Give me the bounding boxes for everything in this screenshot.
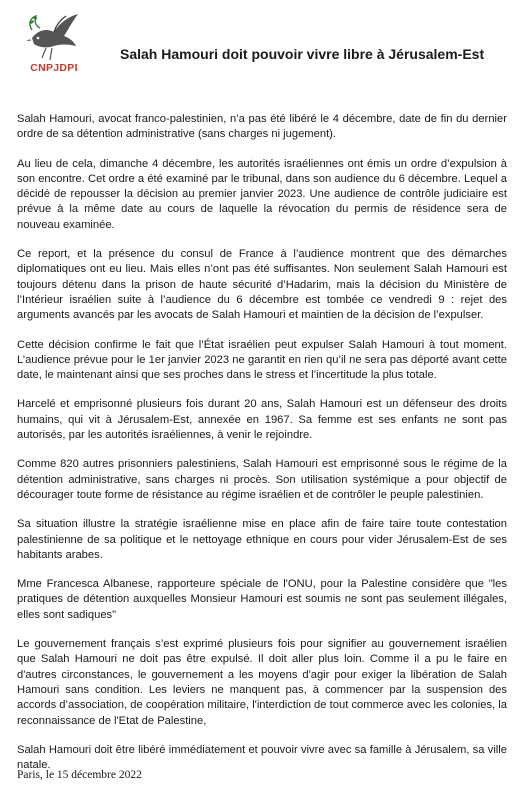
- paragraph: Ce report, et la présence du consul de France à l’audience montrent que des démarches diplomatiques ont eu lieu. Mais elles n’ont pas été suffisantes. Non seulement Salah Hamouri est toujours détenu dans la prison de haute sécurité d’Hadarim, mais la décision du Ministère de l’Intérieur israélien suite à l’audience du 6 décembre est tombée ce vendredi 9 : rejet des arguments avancés par les avocats de Salah Hamouri et maintien de la décision de l’expulser.: [17, 248, 507, 322]
- paragraph: Cette décision confirme le fait que l’État israélien peut expulser Salah Hamouri à tout moment. L’audience prévue pour le 1er janvier 2023 ne garantit en rien qu’il ne sera pas déporté avant cette date, le maintenant ainsi que ses proches dans le stress et l’incertitude la plus totale.: [17, 338, 507, 382]
- document-header: [0, 0, 522, 90]
- paragraph: Au lieu de cela, dimanche 4 décembre, les autorités israéliennes ont émis un ordre d’expulsion à son encontre. Cet ordre a été examiné par le tribunal, dans son audience du 6 décembre. Lequel a décidé de repousser la décision au premier janvier 2023. Une audience de contrôle judiciaire est prévue à la même date au cours de laquelle la révocation du permis de résidence sera de nouveau examinée.: [17, 157, 507, 231]
- paragraph: Sa situation illustre la stratégie israélienne mise en place afin de faire taire toute contestation palestinienne de sa politique et le nettoyage ethnique en cours pour vider Jérusalem-Est de ses habitants arabes.: [17, 518, 507, 561]
- page-title: Salah Hamouri doit pouvoir vivre libre à Jérusalem-Est: [120, 46, 485, 62]
- logo-text: CNPJDPI: [30, 62, 78, 74]
- paragraph: Comme 820 autres prisonniers palestiniens, Salah Hamouri est emprisonné sous le régime de la détention administrative, sans charges ni procès. Son utilisation systémique a pour objectif de décourager toute forme de résistance au régime israélien et de contrôler le peuple palestinien.: [17, 458, 507, 501]
- paragraph: Harcelé et emprisonné plusieurs fois durant 20 ans, Salah Hamouri est un défenseur des droits humains, qui vit à Jérusalem-Est, annexée en 1967. Sa femme est ses enfants ne sont pas autorisés, par les autorités israéliennes, à venir le rejoindre.: [17, 398, 507, 442]
- document-body: [17, 112, 507, 787]
- paragraph: Le gouvernement français s’est exprimé plusieurs fois pour signifier au gouvernement israélien que Salah Hamouri ne doit pas être expulsé. Il doit aller plus loin. Comme il a pu le faire en d'autres circonstances, le gouvernement a les moyens d'agir pour exiger la libération de Salah Hamouri sans condition. Les leviers ne manquent pas, à commencer par la suspension des accords d’association, de coopération militaire, l'interdiction de tout commerce avec les colonies, la reconnaissance de l'Etat de Palestine,: [17, 638, 507, 727]
- paragraph: Salah Hamouri doit être libéré immédiatement et pouvoir vivre avec sa famille à Jérusalem, sa ville natale.: [17, 743, 507, 772]
- dove-icon: [26, 8, 82, 62]
- paragraph: Mme Francesca Albanese, rapporteure spéciale de l'ONU, pour la Palestine considère que "les pratiques de détention auxquelles Monsieur Hamouri est soumis ne sont pas seulement illégales, elles sont sadiques": [17, 578, 507, 621]
- signature-date: Paris, le 15 décembre 2022: [17, 769, 142, 781]
- cnpjdpi-logo: [14, 8, 94, 86]
- paragraph: Salah Hamouri, avocat franco-palestinien, n’a pas été libéré le 4 décembre, date de fin du dernier ordre de sa détention administrative (sans charges ni jugement).: [17, 113, 507, 141]
